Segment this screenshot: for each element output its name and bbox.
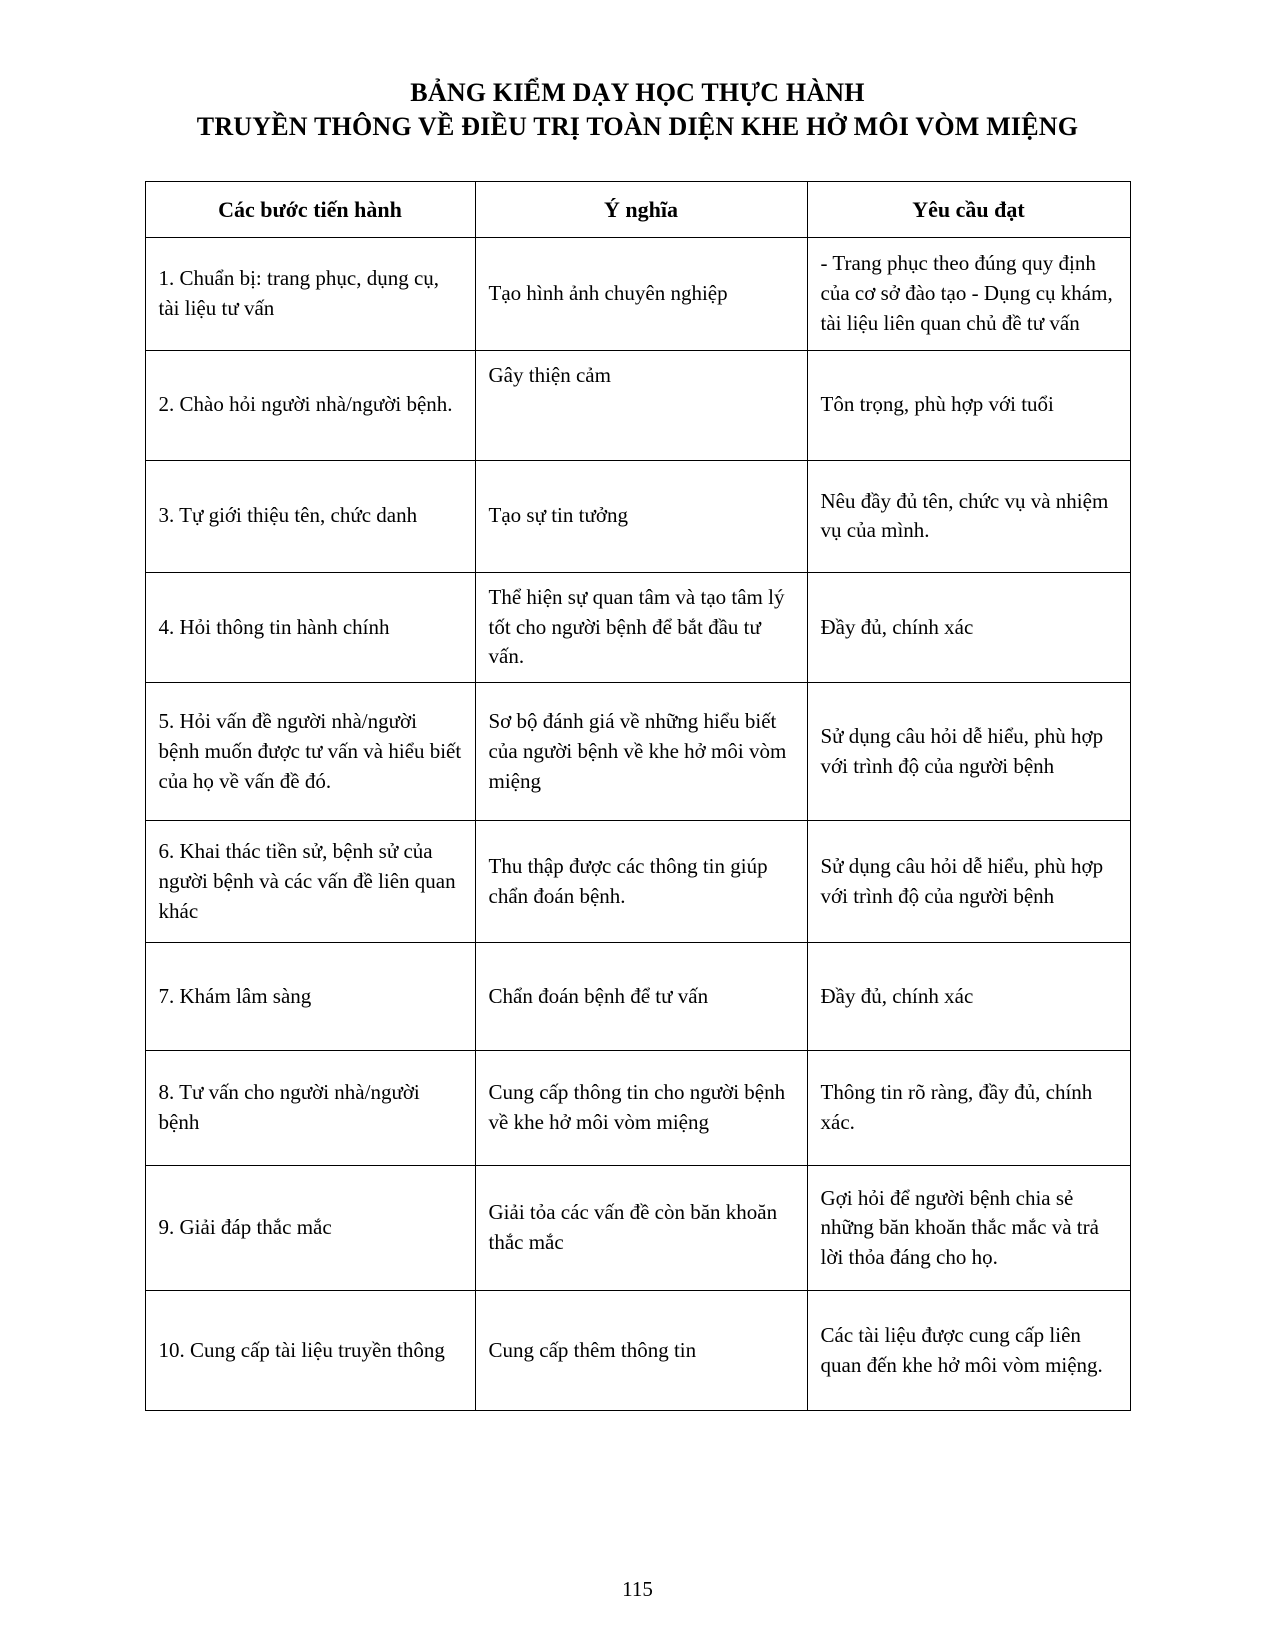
column-header-requirement: Yêu cầu đạt	[807, 181, 1130, 237]
checklist-table	[145, 181, 1131, 1412]
cell-meaning: Cung cấp thêm thông tin	[475, 1291, 807, 1411]
cell-requirement: Sử dụng câu hỏi dễ hiểu, phù hợp với trình độ của người bệnh	[807, 683, 1130, 821]
cell-steps: 2. Chào hỏi người nhà/người bệnh.	[145, 350, 475, 460]
cell-requirement: Gợi hỏi để người bệnh chia sẻ những băn khoăn thắc mắc và trả lời thỏa đáng cho họ.	[807, 1166, 1130, 1291]
cell-meaning: Giải tỏa các vấn đề còn băn khoăn thắc mắc	[475, 1166, 807, 1291]
cell-requirement: Tôn trọng, phù hợp với tuổi	[807, 350, 1130, 460]
cell-steps: 5. Hỏi vấn đề người nhà/người bệnh muốn được tư vấn và hiểu biết của họ về vấn đề đó.	[145, 683, 475, 821]
cell-steps: 10. Cung cấp tài liệu truyền thông	[145, 1291, 475, 1411]
table-row	[145, 237, 1130, 350]
page-title-line-1: BẢNG KIỂM DẠY HỌC THỰC HÀNH	[410, 78, 865, 107]
table-row	[145, 572, 1130, 682]
cell-steps: 9. Giải đáp thắc mắc	[145, 1166, 475, 1291]
cell-meaning: Gây thiện cảm	[475, 350, 807, 460]
cell-requirement: Đầy đủ, chính xác	[807, 943, 1130, 1051]
cell-meaning: Sơ bộ đánh giá về những hiểu biết của người bệnh về khe hở môi vòm miệng	[475, 683, 807, 821]
cell-requirement: Thông tin rõ ràng, đầy đủ, chính xác.	[807, 1051, 1130, 1166]
page-title	[120, 76, 1155, 145]
column-header-steps: Các bước tiến hành	[145, 181, 475, 237]
cell-steps: 1. Chuẩn bị: trang phục, dụng cụ, tài liệu tư vấn	[145, 237, 475, 350]
table-row	[145, 943, 1130, 1051]
cell-steps: 8. Tư vấn cho người nhà/người bệnh	[145, 1051, 475, 1166]
table-row	[145, 460, 1130, 572]
table-row	[145, 1291, 1130, 1411]
cell-requirement: - Trang phục theo đúng quy định của cơ sở đào tạo - Dụng cụ khám, tài liệu liên quan chủ đề tư vấn	[807, 237, 1130, 350]
cell-meaning: Chẩn đoán bệnh để tư vấn	[475, 943, 807, 1051]
cell-meaning: Thu thập được các thông tin giúp chẩn đoán bệnh.	[475, 821, 807, 943]
table-row	[145, 821, 1130, 943]
table-body	[145, 237, 1130, 1410]
cell-meaning: Thể hiện sự quan tâm và tạo tâm lý tốt cho người bệnh để bắt đầu tư vấn.	[475, 572, 807, 682]
table-row	[145, 1051, 1130, 1166]
table-row	[145, 1166, 1130, 1291]
cell-meaning: Tạo hình ảnh chuyên nghiệp	[475, 237, 807, 350]
cell-requirement: Các tài liệu được cung cấp liên quan đến khe hở môi vòm miệng.	[807, 1291, 1130, 1411]
cell-steps: 4. Hỏi thông tin hành chính	[145, 572, 475, 682]
cell-requirement: Đầy đủ, chính xác	[807, 572, 1130, 682]
table-row	[145, 350, 1130, 460]
cell-requirement: Nêu đầy đủ tên, chức vụ và nhiệm vụ của mình.	[807, 460, 1130, 572]
page-title-line-2: TRUYỀN THÔNG VỀ ĐIỀU TRỊ TOÀN DIỆN KHE HỞ MÔI VÒM MIỆNG	[196, 112, 1079, 142]
cell-meaning: Cung cấp thông tin cho người bệnh về khe hở môi vòm miệng	[475, 1051, 807, 1166]
table-header-row	[145, 181, 1130, 237]
table-row	[145, 683, 1130, 821]
cell-steps: 3. Tự giới thiệu tên, chức danh	[145, 460, 475, 572]
cell-requirement: Sử dụng câu hỏi dễ hiểu, phù hợp với trình độ của người bệnh	[807, 821, 1130, 943]
cell-steps: 6. Khai thác tiền sử, bệnh sử của người bệnh và các vấn đề liên quan khác	[145, 821, 475, 943]
column-header-meaning: Ý nghĩa	[475, 181, 807, 237]
cell-meaning: Tạo sự tin tưởng	[475, 460, 807, 572]
cell-steps: 7. Khám lâm sàng	[145, 943, 475, 1051]
page-number: 115	[622, 1577, 653, 1601]
